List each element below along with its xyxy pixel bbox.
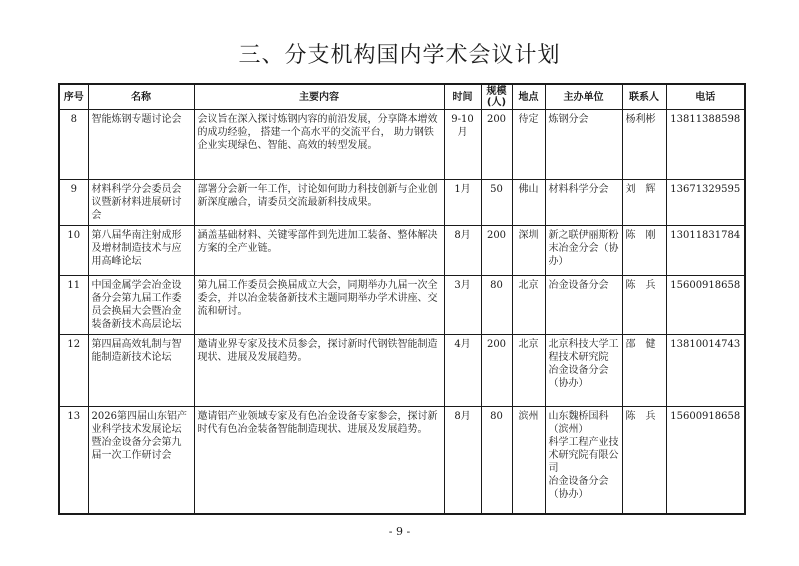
conference-place: 深圳 xyxy=(512,226,545,276)
conference-place: 北京 xyxy=(512,276,545,335)
col-no: 序号 xyxy=(59,84,88,110)
conference-name: 第八届华南注射成形及增材制造技术与应用高峰论坛 xyxy=(88,226,194,276)
conference-host: 新之联伊丽斯粉末冶金分会（协办） xyxy=(545,226,622,276)
conference-name: 第四届高效轧制与智能制造新技术论坛 xyxy=(88,335,194,407)
conference-content: 会议旨在深入探讨炼钢内容的前沿发展，分享降本增效的成功经验， 搭建一个高水平的交流平台， 助力钢铁企业实现绿色、智能、高效的转型发展。 xyxy=(194,110,444,180)
table-row xyxy=(59,110,745,180)
col-contact: 联系人 xyxy=(622,84,666,110)
conference-host: 炼钢分会 xyxy=(545,110,622,180)
conference-name: 材料科学分会委员会议暨新材料进展研讨会 xyxy=(88,180,194,226)
conference-phone: 13810014743 xyxy=(666,335,745,407)
row-number: 12 xyxy=(59,335,88,407)
page-number: - 9 - xyxy=(388,525,411,538)
conference-name: 中国金属学会冶金设备分会第九届工作委员会换届大会暨冶金装备新技术高层论坛 xyxy=(88,276,194,335)
row-number: 9 xyxy=(59,180,88,226)
conference-phone: 13011831784 xyxy=(666,226,745,276)
conference-scale: 50 xyxy=(481,180,512,226)
conference-phone: 13811388598 xyxy=(666,110,745,180)
row-number: 8 xyxy=(59,110,88,180)
col-host: 主办单位 xyxy=(545,84,622,110)
conference-phone: 15600918658 xyxy=(666,276,745,335)
conference-contact: 杨利彬 xyxy=(622,110,666,180)
conference-contact: 陈 兵 xyxy=(622,407,666,514)
conference-time: 8月 xyxy=(444,407,481,514)
conference-name: 智能炼钢专题讨论会 xyxy=(88,110,194,180)
conference-place: 佛山 xyxy=(512,180,545,226)
conference-content: 部署分会新一年工作，讨论如何助力科技创新与企业创新深度融合，请委员交流最新科技成果。 xyxy=(194,180,444,226)
conference-scale: 200 xyxy=(481,335,512,407)
conference-table xyxy=(58,83,746,515)
conference-host: 材料科学分会 xyxy=(545,180,622,226)
conference-time: 3月 xyxy=(444,276,481,335)
conference-contact: 陈 刚 xyxy=(622,226,666,276)
conference-time: 1月 xyxy=(444,180,481,226)
conference-time: 8月 xyxy=(444,226,481,276)
conference-time: 4月 xyxy=(444,335,481,407)
conference-host: 冶金设备分会 xyxy=(545,276,622,335)
conference-scale: 80 xyxy=(481,276,512,335)
conference-contact: 陈 兵 xyxy=(622,276,666,335)
conference-scale: 80 xyxy=(481,407,512,514)
table-row xyxy=(59,407,745,514)
page-title: 三、分支机构国内学术会议计划 xyxy=(238,43,561,68)
conference-contact: 邵 健 xyxy=(622,335,666,407)
conference-place: 待定 xyxy=(512,110,545,180)
col-phone: 电话 xyxy=(666,84,745,110)
table-row xyxy=(59,226,745,276)
conference-place: 滨州 xyxy=(512,407,545,514)
col-place: 地点 xyxy=(512,84,545,110)
conference-host: 北京科技大学工程技术研究院 冶金设备分会（协办） xyxy=(545,335,622,407)
conference-name: 2026第四届山东铝产业科学技术发展论坛暨冶金设备分会第九届一次工作研讨会 xyxy=(88,407,194,514)
conference-content: 邀请铝产业领域专家及有色冶金设备专家参会，探讨新时代有色冶金装备智能制造现状、进展及发展趋势。 xyxy=(194,407,444,514)
col-name: 名称 xyxy=(88,84,194,110)
row-number: 11 xyxy=(59,276,88,335)
conference-place: 北京 xyxy=(512,335,545,407)
conference-phone: 13671329595 xyxy=(666,180,745,226)
conference-content: 第九届工作委员会换届成立大会，同期举办九届一次全委会，并以冶金装备新技术主题同期举办学术讲座、交流和研讨。 xyxy=(194,276,444,335)
conference-scale: 200 xyxy=(481,226,512,276)
conference-content: 邀请业界专家及技术员参会，探讨新时代钢铁智能制造现状、进展及发展趋势。 xyxy=(194,335,444,407)
conference-phone: 15600918658 xyxy=(666,407,745,514)
table-row xyxy=(59,180,745,226)
conference-scale: 200 xyxy=(481,110,512,180)
table-row xyxy=(59,276,745,335)
conference-host: 山东魏桥国科（滨州） 科学工程产业技术研究院有限公司 冶金设备分会（协办） xyxy=(545,407,622,514)
row-number: 13 xyxy=(59,407,88,514)
conference-content: 涵盖基础材料、关键零部件到先进加工装备、整体解决方案的全产业链。 xyxy=(194,226,444,276)
table-header-row xyxy=(59,84,745,110)
col-scale: 规模(人) xyxy=(481,84,512,110)
col-time: 时间 xyxy=(444,84,481,110)
conference-contact: 刘 辉 xyxy=(622,180,666,226)
table-row xyxy=(59,335,745,407)
col-content: 主要内容 xyxy=(194,84,444,110)
row-number: 10 xyxy=(59,226,88,276)
conference-time: 9-10月 xyxy=(444,110,481,180)
